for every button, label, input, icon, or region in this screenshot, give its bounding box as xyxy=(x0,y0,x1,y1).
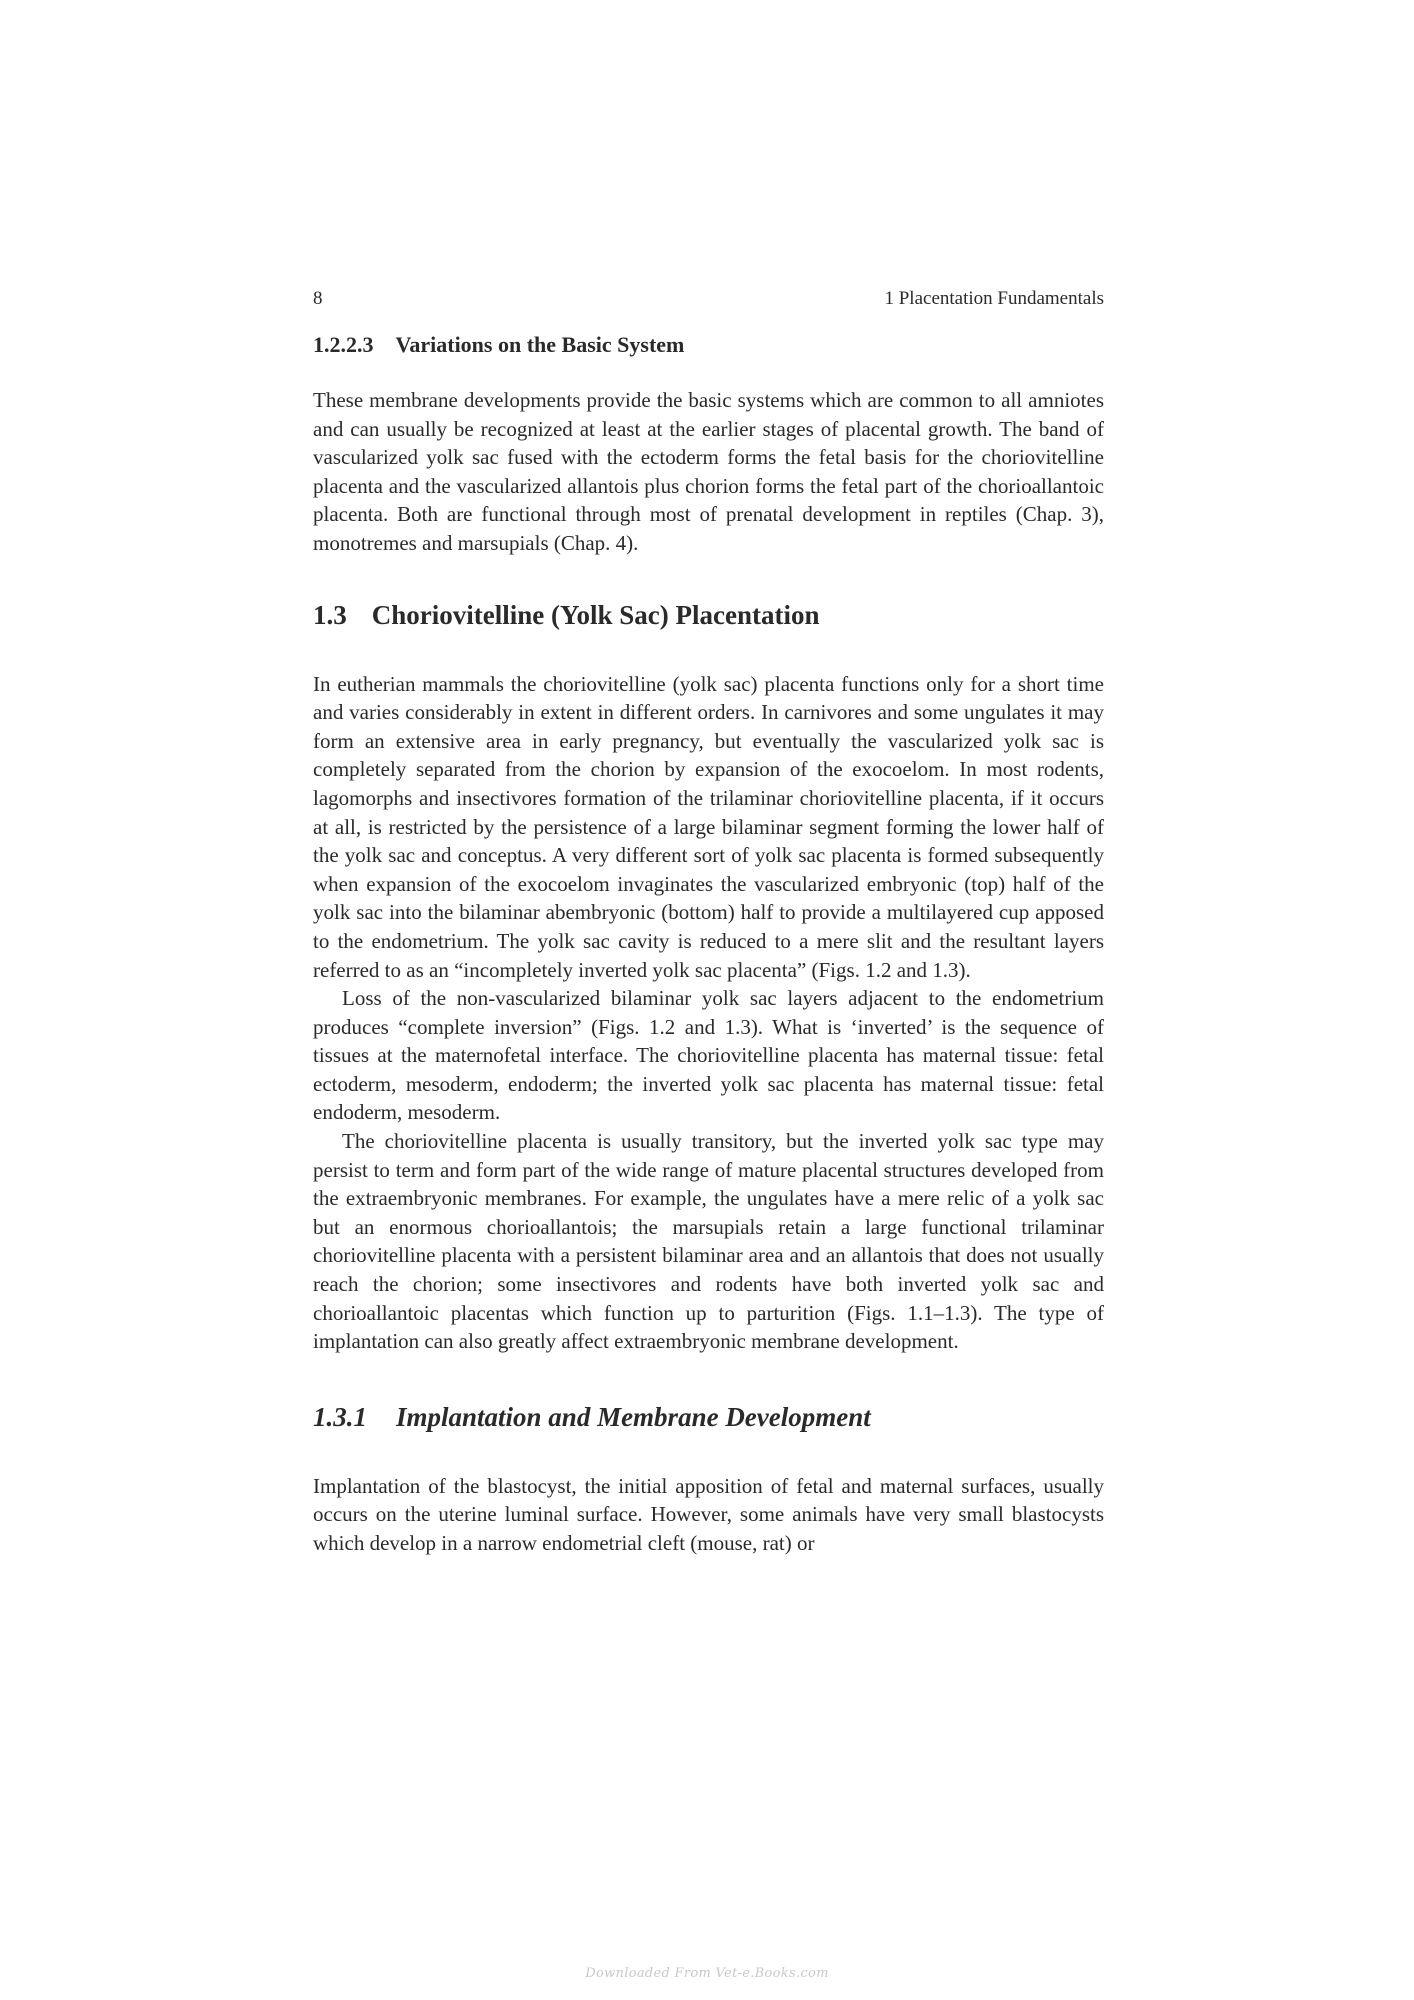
heading-title: Implantation and Membrane Development xyxy=(396,1401,871,1432)
heading-number: 1.3.1 xyxy=(313,1401,367,1432)
page-content xyxy=(313,286,1104,1558)
heading-title: Variations on the Basic System xyxy=(395,332,685,357)
paragraph: Implantation of the blastocyst, the initial apposition of fetal and maternal surfaces, usually occurs on the uterine luminal surface. However, some animals have very small blastocysts which develop in a narrow endometrial cleft (mouse, rat) or xyxy=(313,1473,1104,1555)
paragraph: In eutherian mammals the choriovitelline (yolk sac) placenta functions only for a short time and varies considerably in extent in different orders. In carnivores and some ungulates it may form an extensive area in early pregnancy, but eventually the vascularized yolk sac is completely separated from the chorion by expansion of the exocoelom. In most rodents, lagomorphs and insectivores formation of the trilaminar choriovitelline placenta, if it occurs at all, is restricted by the persistence of a large bilaminar segment forming the lower half of the yolk sac and conceptus. A very different sort of yolk sac placenta is formed subsequently when expansion of the exocoelom invaginates the vascularized embryonic (top) half of the yolk sac into the bilaminar abembryonic (bottom) half to provide a multilayered cup apposed to the endometrium. The yolk sac cavity is reduced to a mere slit and the resultant layers referred to as an “incompletely inverted yolk sac placenta” (Figs. 1.2 and 1.3). xyxy=(313,671,1104,982)
paragraph: The choriovitelline placenta is usually transitory, but the inverted yolk sac type may persist to term and form part of the wide range of mature placental structures developed from the extraembryonic membranes. For example, the ungulates have a mere relic of a yolk sac but an enormous chorioallantois; the marsupials retain a large functional trilaminar choriovitelline placenta with a persistent bilaminar area and an allantois that does not usually reach the chorion; some insectivores and rodents have both inverted yolk sac and chorioallantoic placentas which function up to parturition (Figs. 1.1–1.3). The type of implantation can also greatly affect extraembryonic membrane development. xyxy=(313,1129,1104,1354)
heading-number: 1.3 xyxy=(313,599,347,630)
heading-1-3 xyxy=(313,598,1104,632)
chapter-title: 1 Placentation Fundamentals xyxy=(884,288,1104,309)
running-head xyxy=(313,286,1104,312)
watermark: Downloaded From Vet-e.Books.com xyxy=(585,1966,829,1981)
heading-1-2-2-3 xyxy=(313,331,1104,359)
page-number: 8 xyxy=(313,288,323,309)
heading-title: Choriovitelline (Yolk Sac) Placentation xyxy=(371,599,820,630)
paragraph: Loss of the non-vascularized bilaminar yolk sac layers adjacent to the endometrium produces “complete inversion” (Figs. 1.2 and 1.3). What is ‘inverted’ is the sequence of tissues at the maternofetal interface. The choriovitelline placenta has maternal tissue: fetal ectoderm, mesoderm, endoderm; the inverted yolk sac placenta has maternal tissue: fetal endoderm, mesoderm. xyxy=(313,986,1104,1125)
heading-number: 1.2.2.3 xyxy=(313,332,374,357)
paragraph: These membrane developments provide the basic systems which are common to all amniotes and can usually be recognized at least at the earlier stages of placental growth. The band of vascularized yolk sac fused with the ectoderm forms the fetal basis for the choriovitelline placenta and the vascularized allantois plus chorion forms the fetal part of the chorioallantoic placenta. Both are functional through most of prenatal development in reptiles (Chap. 3), monotremes and marsupials (Chap. 4). xyxy=(313,388,1104,555)
heading-1-3-1 xyxy=(313,1400,1104,1434)
